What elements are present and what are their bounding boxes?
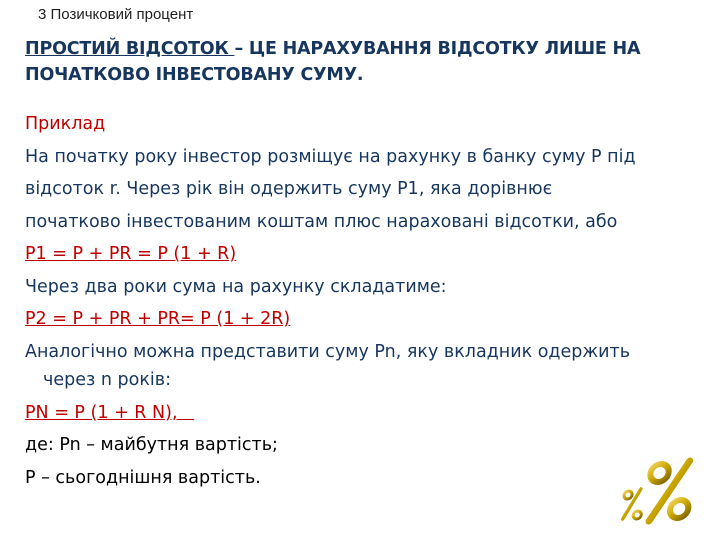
title-definition: – ЦЕ НАРАХУВАННЯ ВІДСОТКУ ЛИШЕ НА [234, 39, 641, 59]
paragraph-3 [25, 338, 715, 394]
section-label: 3 Позичковий процент [38, 6, 194, 23]
formula-2 [25, 305, 715, 338]
paragraph-3-line-1: Аналогічно можна представити суму Pn, яку вкладник одержить [25, 341, 631, 362]
paragraph-3-line-2: через n років: [43, 369, 171, 390]
formula-3-text: PN = P (1 + R N), [25, 402, 195, 423]
formula-1-text: P1 = P + PR = P (1 + R) [25, 244, 237, 264]
formula-1 [25, 240, 715, 273]
slide-body [25, 110, 715, 496]
title-term: ПРОСТИЙ ВІДСОТОК [25, 39, 235, 59]
percent-icon [620, 455, 700, 525]
paragraph-2: Через два роки сума на рахунку складатиме: [25, 276, 447, 297]
title-line-2: ПОЧАТКОВО ІНВЕСТОВАНУ СУМУ. [25, 65, 364, 85]
paragraph-1-line-1: На початку року інвестор розміщує на рахунку в банку суму P під [25, 146, 636, 167]
slide-title [25, 36, 705, 88]
formula-2-text: P2 = P + PR + PR= P (1 + 2R) [25, 309, 291, 329]
paragraph-1-line-2: відсоток r. Через рік він одержить суму P1, яка дорівнює [25, 179, 553, 199]
definition-1: де: Pn – майбутня вартість; [25, 435, 278, 455]
definition-2: P – сьогоднішня вартість. [25, 467, 261, 488]
example-heading: Приклад [25, 114, 106, 134]
paragraph-1-line-3: початково інвестованим коштам плюс нараховані відсотки, або [25, 211, 618, 232]
title-line-1 [25, 36, 705, 62]
formula-3 [25, 399, 715, 432]
